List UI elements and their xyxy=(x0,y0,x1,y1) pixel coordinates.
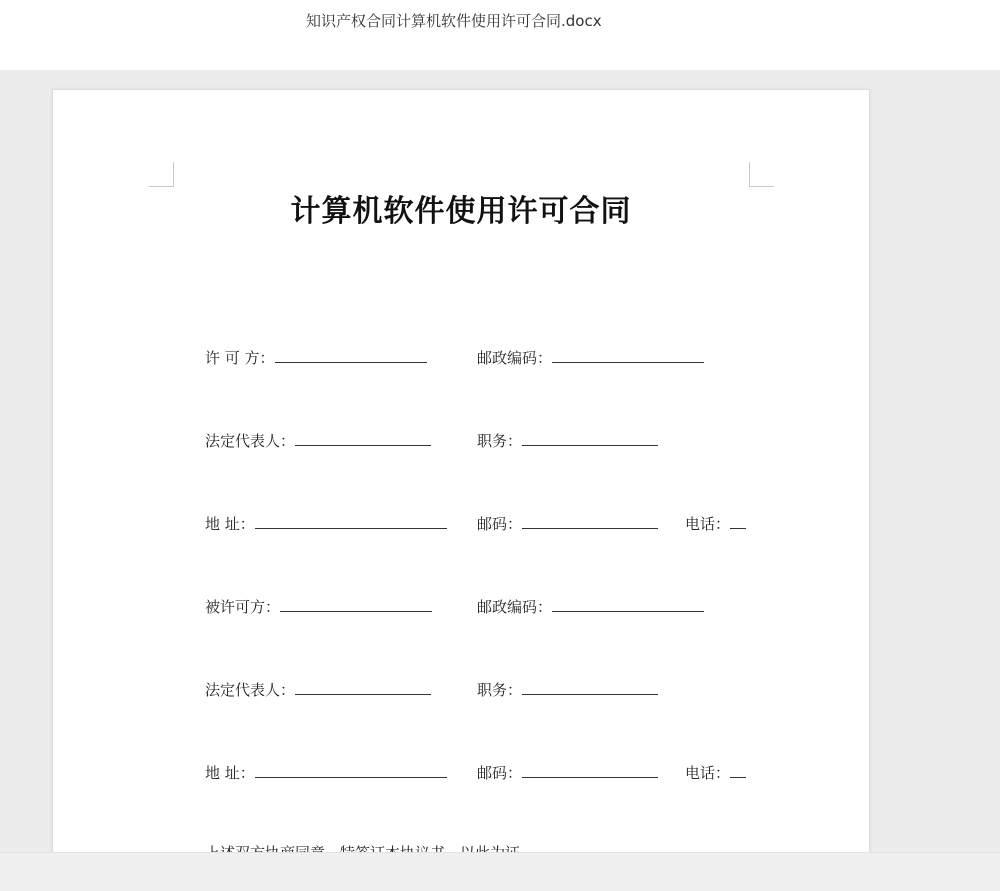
crop-mark-top-right xyxy=(749,162,774,187)
licensee-zip-field xyxy=(477,761,658,781)
licensor-rep-blank xyxy=(295,429,431,446)
licensee-label: 被许可方： xyxy=(205,598,281,616)
status-bar xyxy=(0,852,1000,891)
licensee-zip-blank xyxy=(522,761,658,778)
licensor-postal-blank xyxy=(552,346,704,363)
licensor-rep-label: 法定代表人： xyxy=(205,432,296,450)
licensee-position-field xyxy=(477,678,658,698)
licensee-phone-field xyxy=(685,761,746,781)
licensor-zip-field xyxy=(477,512,658,532)
licensee-rep-field xyxy=(205,678,431,698)
licensor-phone-field xyxy=(685,512,746,532)
licensor-position-label: 职务： xyxy=(477,432,523,450)
licensor-address-blank xyxy=(255,512,447,529)
licensee-phone-label: 电话： xyxy=(685,764,731,782)
document-page[interactable] xyxy=(52,89,870,891)
licensee-position-label: 职务： xyxy=(477,681,523,699)
licensee-phone-blank xyxy=(730,761,746,778)
licensor-postal-label: 邮政编码： xyxy=(477,349,553,367)
licensee-address-label: 地 址： xyxy=(205,764,255,782)
licensor-zip-blank xyxy=(522,512,658,529)
licensee-zip-label: 邮码： xyxy=(477,764,523,782)
licensee-postal-blank xyxy=(552,595,704,612)
licensee-rep-label: 法定代表人： xyxy=(205,681,296,699)
licensor-address-label: 地 址： xyxy=(205,515,255,533)
licensor-postal-field xyxy=(477,346,704,366)
licensee-field xyxy=(205,595,432,615)
licensor-blank xyxy=(275,346,427,363)
licensor-phone-label: 电话： xyxy=(685,515,731,533)
licensor-field xyxy=(205,346,427,366)
title-bar xyxy=(0,0,1000,70)
licensor-rep-field xyxy=(205,429,431,449)
licensor-position-blank xyxy=(522,429,658,446)
document-workspace[interactable] xyxy=(0,70,1000,852)
licensor-position-field xyxy=(477,429,658,449)
licensee-position-blank xyxy=(522,678,658,695)
licensee-address-blank xyxy=(255,761,447,778)
licensor-zip-label: 邮码： xyxy=(477,515,523,533)
licensor-address-field xyxy=(205,512,447,532)
licensor-label: 许 可 方： xyxy=(205,349,275,367)
licensee-blank xyxy=(280,595,432,612)
licensee-address-field xyxy=(205,761,447,781)
licensor-phone-blank xyxy=(730,512,746,529)
crop-mark-top-left xyxy=(149,162,174,187)
licensee-postal-label: 邮政编码： xyxy=(477,598,553,616)
document-title: 计算机软件使用许可合同 xyxy=(290,194,632,229)
licensee-postal-field xyxy=(477,595,704,615)
document-filename: 知识产权合同计算机软件使用许可合同.docx xyxy=(306,12,602,30)
licensee-rep-blank xyxy=(295,678,431,695)
